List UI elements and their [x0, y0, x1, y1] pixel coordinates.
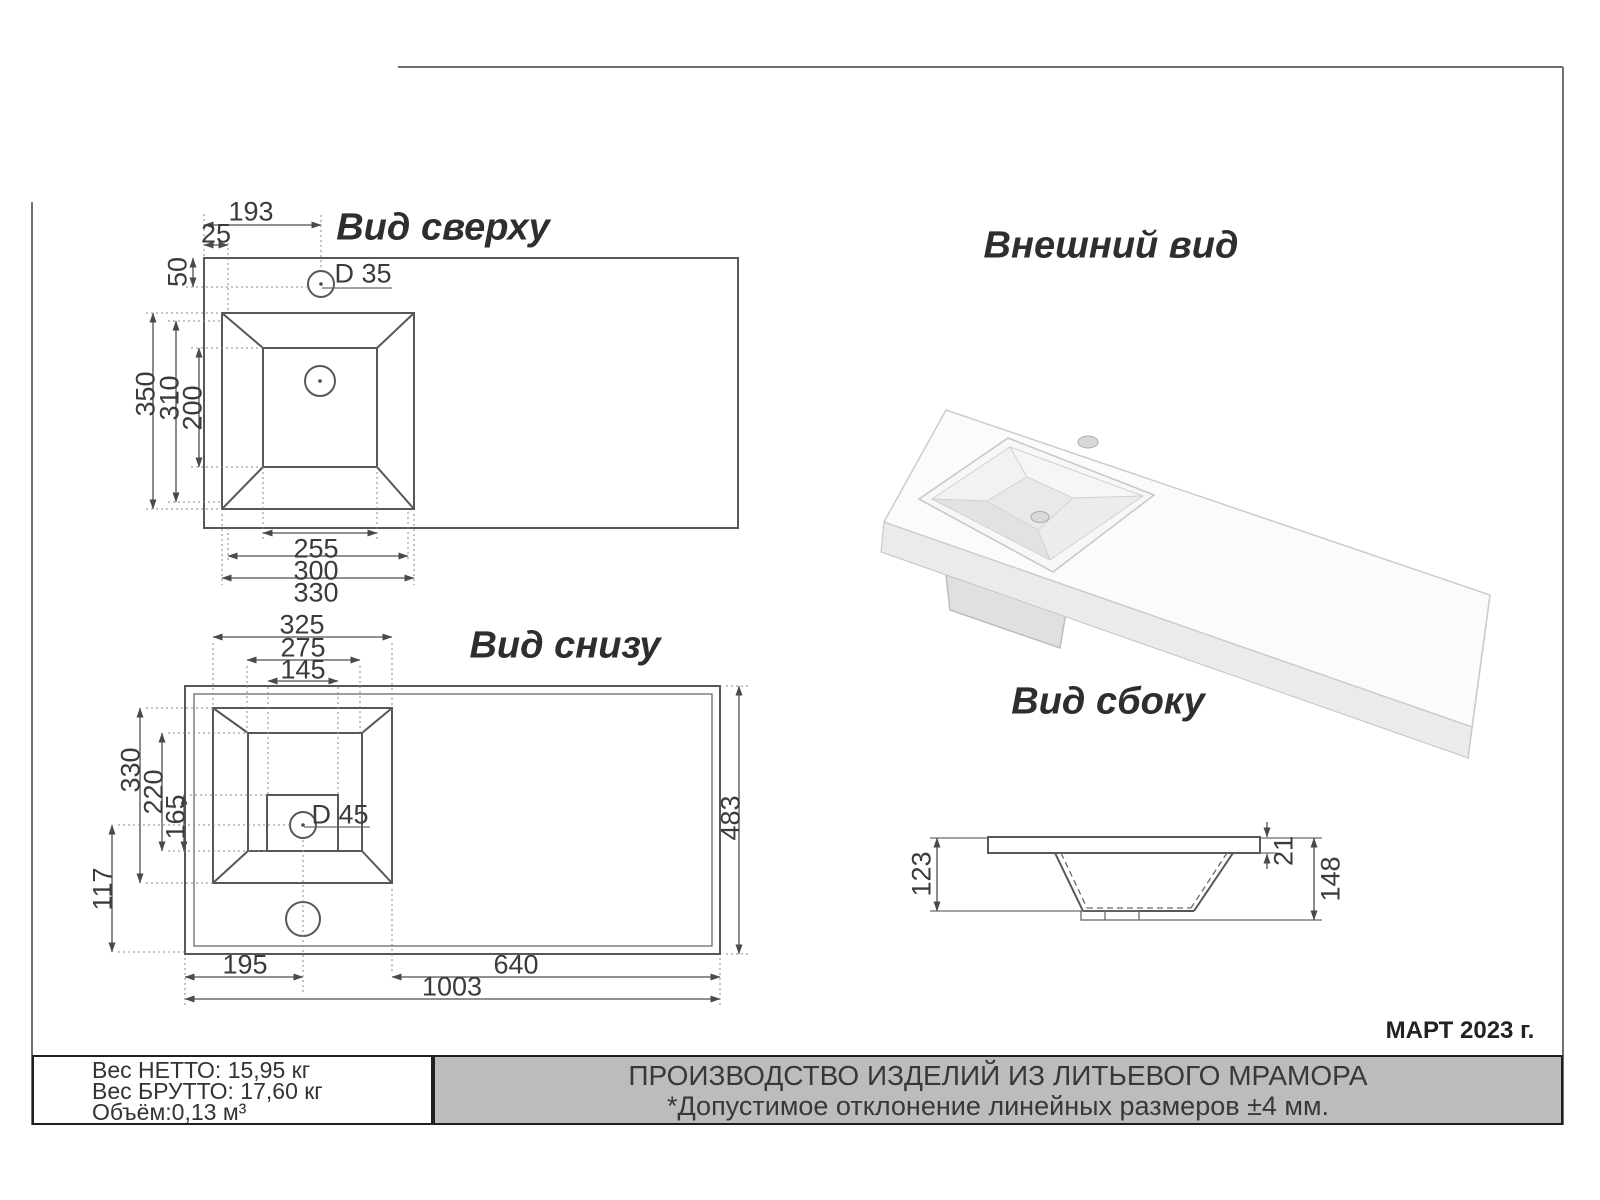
dim-label-350: 350: [130, 371, 161, 417]
dim-label-640: 640: [493, 949, 539, 980]
view-title-external: Внешний вид: [983, 224, 1239, 267]
dim-label-148: 148: [1315, 856, 1346, 902]
dim-label-145: 145: [280, 654, 326, 685]
view-title-top: Вид сверху: [336, 206, 550, 249]
dim-label-1003: 1003: [421, 971, 483, 1002]
banner-line2: *Допустимое отклонение линейных размеров ±4 мм.: [666, 1090, 1330, 1121]
dim-label-50: 50: [162, 256, 193, 288]
spec-volume: Объём:0,13 м³: [92, 1099, 247, 1125]
top-view-drawing: [146, 214, 738, 585]
banner-line1: ПРОИЗВОДСТВО ИЗДЕЛИЙ ИЗ ЛИТЬЕВОГО МРАМОРА: [628, 1059, 1368, 1091]
dim-label-300: 300: [293, 555, 339, 586]
bottom-view-drawing: [112, 632, 748, 1005]
dim-label-21: 21: [1268, 835, 1299, 867]
spec-box: [32, 1055, 433, 1125]
dim-label-193: 193: [228, 196, 274, 227]
view-title-bottom: Вид снизу: [469, 624, 661, 667]
dim-label-220: 220: [138, 769, 169, 815]
date-note: МАРТ 2023 г.: [1385, 1017, 1535, 1044]
dim-label-200: 200: [177, 385, 208, 431]
spec-gross-weight: Вес БРУТТО: 17,60 кг: [92, 1078, 323, 1104]
dim-label-165: 165: [160, 794, 191, 840]
dim-label-195: 195: [222, 949, 268, 980]
dim-label-483: 483: [715, 795, 746, 841]
dim-label-330b: 330: [115, 747, 146, 793]
dim-label-255: 255: [293, 533, 339, 564]
spec-net-weight: Вес НЕТТО: 15,95 кг: [92, 1057, 311, 1083]
dim-label-275: 275: [280, 632, 326, 663]
dim-label-325: 325: [279, 609, 325, 640]
production-banner: [433, 1055, 1563, 1125]
dim-label-330: 330: [293, 577, 339, 608]
dim-label-123: 123: [906, 851, 937, 897]
dim-label-d35: D 35: [334, 258, 392, 289]
dim-label-117: 117: [87, 867, 118, 911]
view-title-side: Вид сбоку: [1011, 680, 1205, 723]
dim-label-310: 310: [154, 375, 185, 421]
dim-label-d45: D 45: [311, 799, 369, 830]
dim-label-25: 25: [200, 218, 232, 249]
side-view-drawing: [930, 822, 1322, 920]
